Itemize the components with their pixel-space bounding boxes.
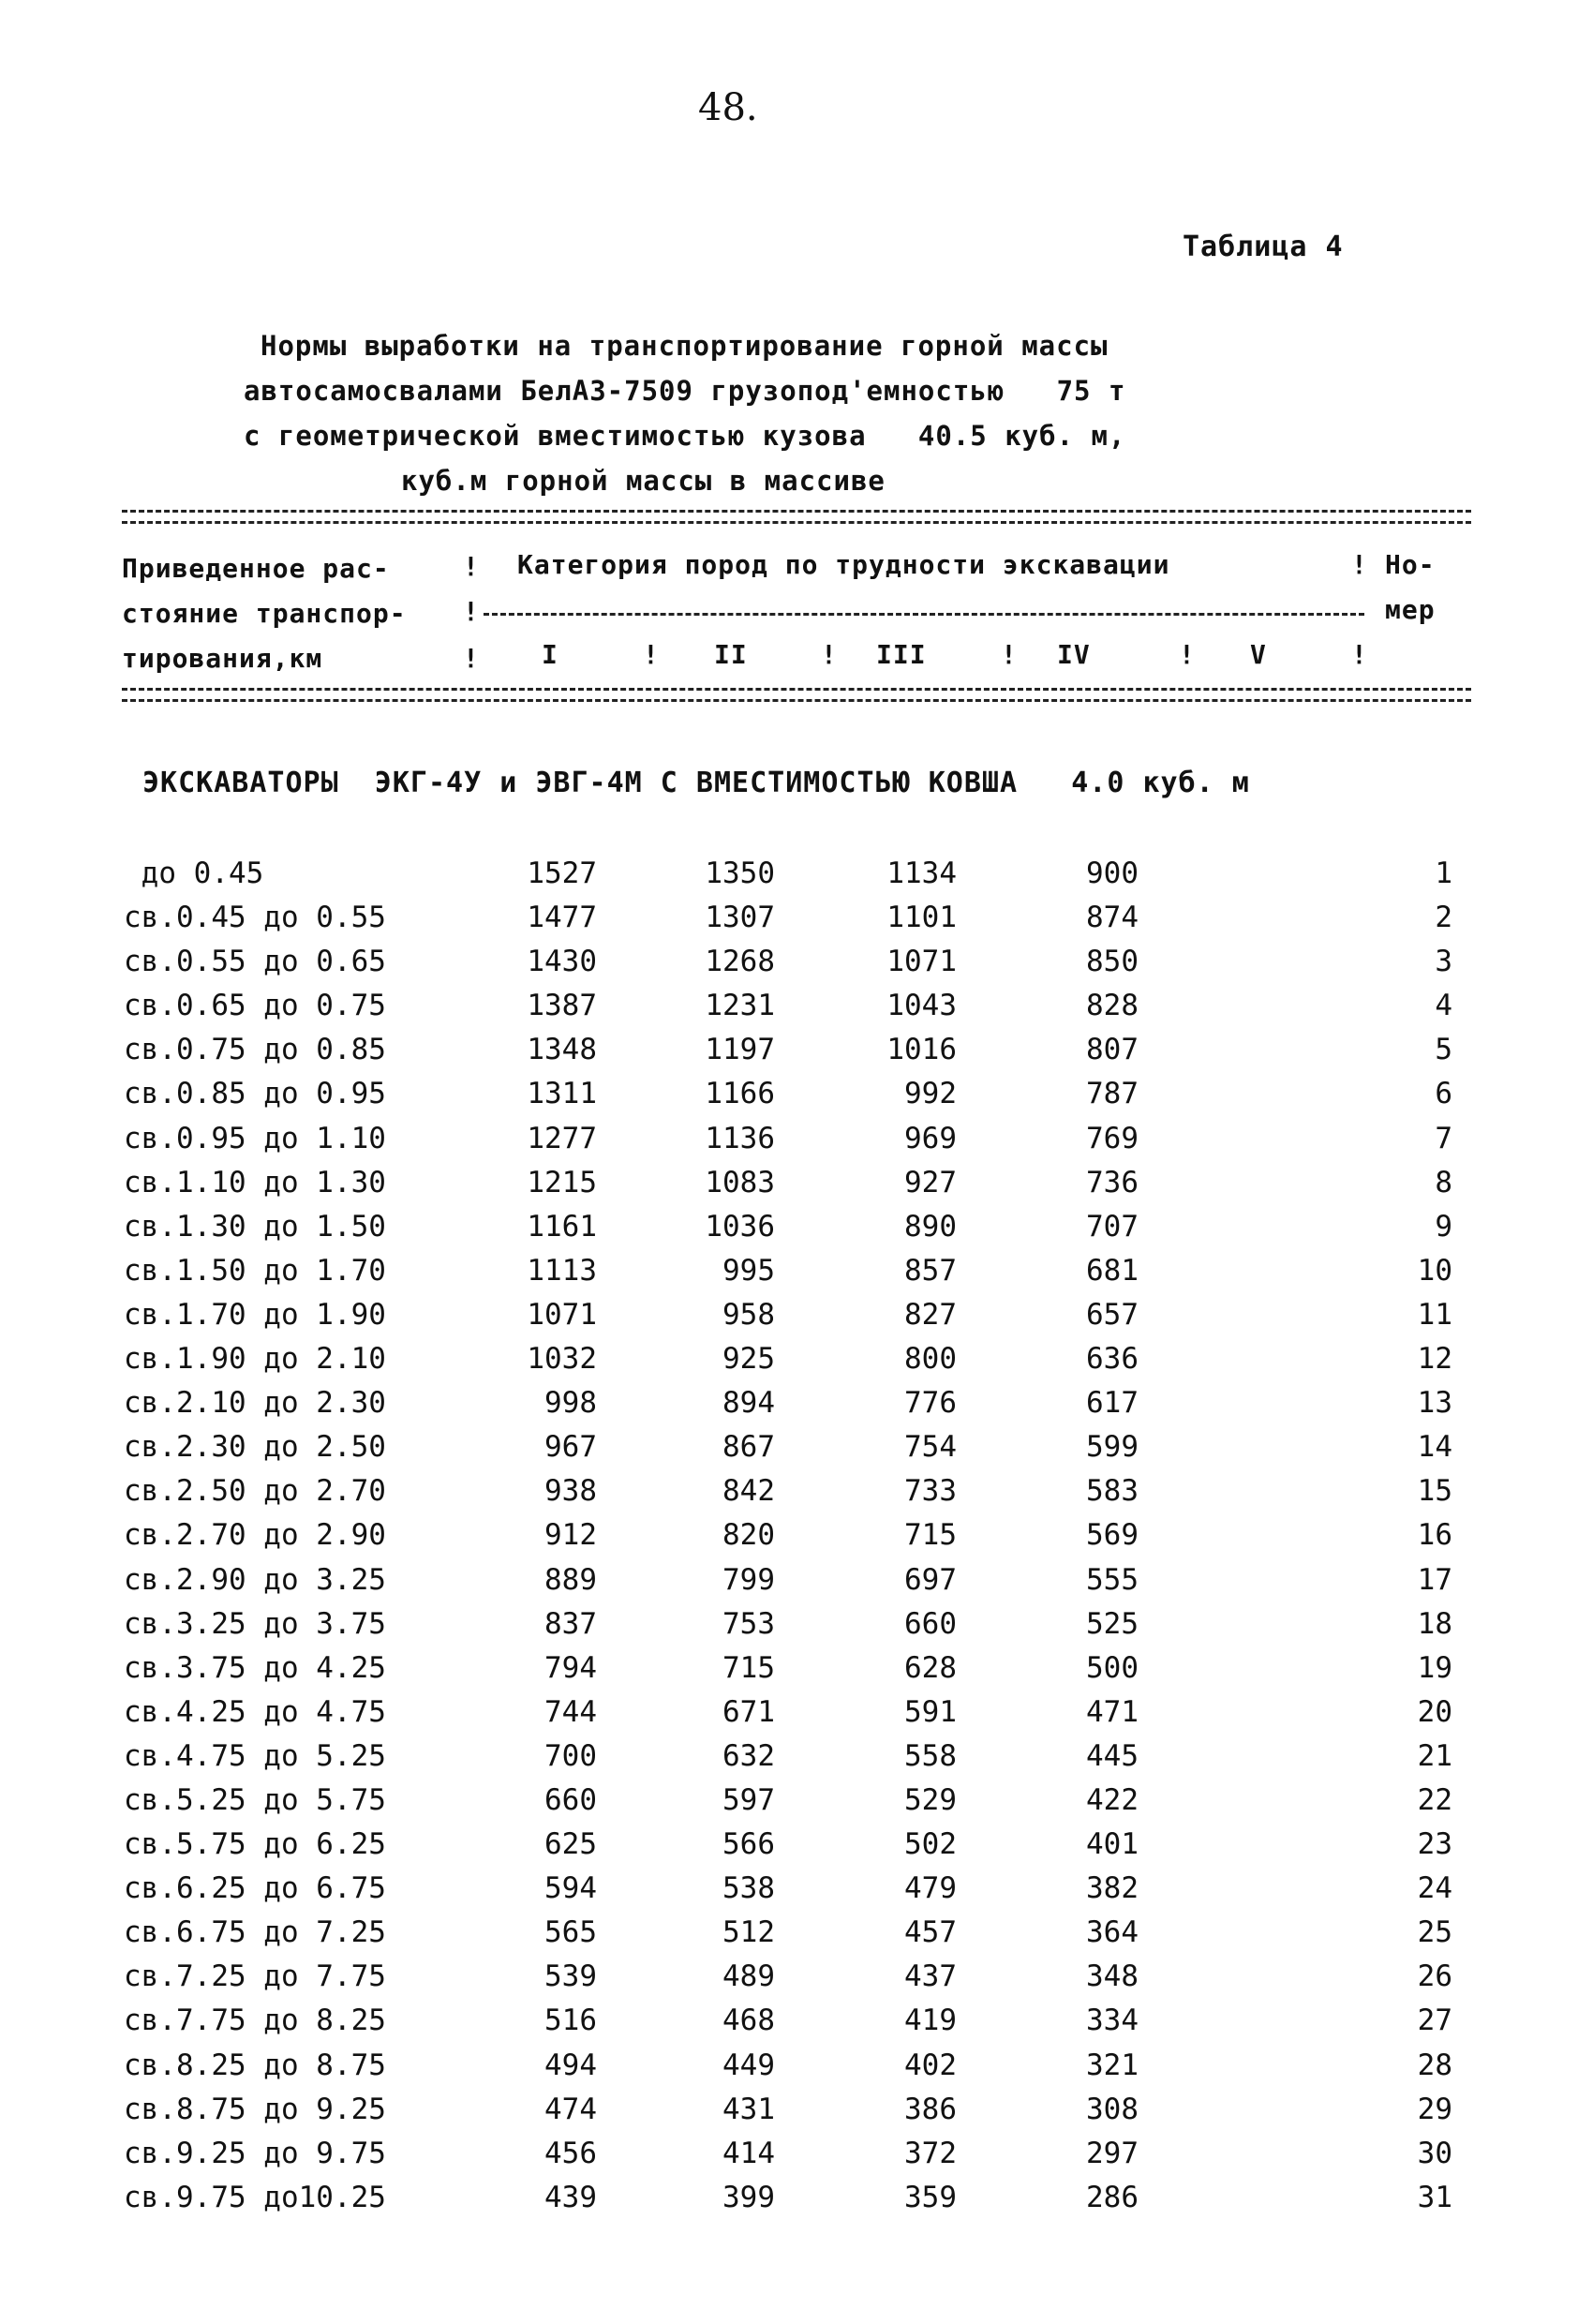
value-cell-IV: 555 (1086, 1562, 1139, 1597)
value-cell-II: 414 (722, 2136, 775, 2170)
value-cell-I: 456 (544, 2136, 597, 2170)
table-title-line-4: куб.м горной массы в массиве (401, 465, 886, 497)
value-cell-II: 715 (722, 1650, 775, 1685)
row-number-cell: 29 (1417, 2092, 1452, 2126)
header-top-rule-2 (122, 521, 1471, 524)
value-cell-II: 468 (722, 2004, 775, 2038)
header-number-line-2: мер (1385, 594, 1436, 625)
value-cell-I: 700 (544, 1738, 597, 1773)
header-separator: ! (1179, 639, 1196, 670)
value-cell-III: 591 (904, 1694, 957, 1729)
header-category-III: III (876, 639, 927, 670)
header-number-line-1: Но- (1385, 549, 1436, 580)
row-number-cell: 13 (1417, 1386, 1452, 1421)
value-cell-I: 1032 (527, 1342, 597, 1377)
row-number-cell: 28 (1417, 2048, 1452, 2082)
distance-cell: св.0.75 до 0.85 (124, 1033, 386, 1067)
value-cell-II: 820 (722, 1518, 775, 1553)
header-distance-line-2: стояние транспор- (122, 598, 407, 629)
header-category-V: V (1250, 639, 1267, 670)
header-category-II: II (714, 639, 748, 670)
value-cell-III: 402 (904, 2048, 957, 2082)
value-cell-III: 800 (904, 1342, 957, 1377)
distance-cell: св.6.75 до 7.25 (124, 1915, 386, 1950)
value-cell-IV: 636 (1086, 1342, 1139, 1377)
distance-cell: св.5.75 до 6.25 (124, 1827, 386, 1862)
value-cell-II: 1350 (705, 857, 775, 890)
distance-cell: до 0.45 (124, 857, 264, 890)
value-cell-III: 697 (904, 1562, 957, 1597)
table-label: Таблица 4 (1183, 231, 1344, 263)
value-cell-I: 794 (544, 1650, 597, 1685)
value-cell-IV: 769 (1086, 1121, 1139, 1155)
table-row (0, 1033, 1593, 1077)
row-number-cell: 17 (1417, 1562, 1452, 1597)
value-cell-II: 799 (722, 1562, 775, 1597)
table-body (0, 857, 1593, 2225)
header-separator: ! (463, 551, 480, 582)
value-cell-I: 494 (544, 2048, 597, 2082)
header-category-IV: IV (1057, 639, 1091, 670)
page-number: 48. (698, 86, 758, 129)
distance-cell: св.9.75 до10.25 (124, 2180, 386, 2214)
value-cell-IV: 681 (1086, 1253, 1139, 1288)
value-cell-III: 969 (904, 1121, 957, 1155)
value-cell-IV: 900 (1086, 857, 1139, 890)
value-cell-II: 632 (722, 1738, 775, 1773)
row-number-cell: 3 (1435, 945, 1452, 979)
value-cell-IV: 321 (1086, 2048, 1139, 2082)
table-row (0, 1386, 1593, 1430)
row-number-cell: 8 (1435, 1165, 1452, 1199)
value-cell-II: 597 (722, 1782, 775, 1817)
value-cell-I: 1477 (527, 901, 597, 935)
table-row (0, 1651, 1593, 1695)
row-number-cell: 2 (1435, 901, 1452, 935)
value-cell-II: 958 (722, 1297, 775, 1332)
table-title-line-3: с геометрической вместимостью кузова 40.5 куб. м, (244, 420, 1126, 452)
value-cell-II: 671 (722, 1694, 775, 1729)
distance-cell: св.5.25 до 5.75 (124, 1782, 386, 1817)
table-row (0, 2048, 1593, 2093)
value-cell-III: 419 (904, 2004, 957, 2038)
header-separator: ! (643, 639, 660, 670)
header-category-title: Категория пород по трудности экскавации (517, 549, 1170, 580)
row-number-cell: 7 (1435, 1121, 1452, 1155)
value-cell-III: 1043 (886, 989, 957, 1023)
value-cell-III: 529 (904, 1782, 957, 1817)
distance-cell: св.2.50 до 2.70 (124, 1474, 386, 1509)
value-cell-I: 889 (544, 1562, 597, 1597)
value-cell-II: 566 (722, 1827, 775, 1862)
distance-cell: св.2.30 до 2.50 (124, 1430, 386, 1465)
value-cell-I: 1113 (527, 1253, 597, 1288)
value-cell-IV: 297 (1086, 2136, 1139, 2170)
table-row (0, 1827, 1593, 1871)
value-cell-III: 1071 (886, 945, 957, 979)
distance-cell: св.1.50 до 1.70 (124, 1253, 386, 1288)
table-row (0, 1871, 1593, 1915)
value-cell-II: 995 (722, 1253, 775, 1288)
value-cell-IV: 707 (1086, 1209, 1139, 1244)
value-cell-I: 938 (544, 1474, 597, 1509)
row-number-cell: 1 (1435, 857, 1452, 890)
value-cell-IV: 807 (1086, 1033, 1139, 1067)
value-cell-III: 890 (904, 1209, 957, 1244)
value-cell-II: 512 (722, 1915, 775, 1950)
row-number-cell: 24 (1417, 1871, 1452, 1906)
value-cell-II: 1197 (705, 1033, 775, 1067)
distance-cell: св.3.75 до 4.25 (124, 1650, 386, 1685)
table-row (0, 1298, 1593, 1342)
table-row (0, 1122, 1593, 1166)
row-number-cell: 16 (1417, 1518, 1452, 1553)
table-row (0, 2093, 1593, 2137)
value-cell-III: 386 (904, 2092, 957, 2126)
header-separator: ! (463, 643, 480, 674)
row-number-cell: 5 (1435, 1033, 1452, 1067)
value-cell-II: 925 (722, 1342, 775, 1377)
value-cell-II: 894 (722, 1386, 775, 1421)
distance-cell: св.1.70 до 1.90 (124, 1297, 386, 1332)
row-number-cell: 25 (1417, 1915, 1452, 1950)
table-row (0, 1915, 1593, 1959)
value-cell-I: 474 (544, 2092, 597, 2126)
row-number-cell: 14 (1417, 1430, 1452, 1465)
value-cell-IV: 308 (1086, 2092, 1139, 2126)
value-cell-I: 1387 (527, 989, 597, 1023)
value-cell-II: 449 (722, 2048, 775, 2082)
value-cell-I: 1161 (527, 1209, 597, 1244)
row-number-cell: 4 (1435, 989, 1452, 1023)
value-cell-III: 359 (904, 2180, 957, 2214)
value-cell-III: 558 (904, 1738, 957, 1773)
row-number-cell: 9 (1435, 1209, 1452, 1244)
table-row (0, 2181, 1593, 2225)
table-row (0, 1342, 1593, 1386)
table-row (0, 1210, 1593, 1254)
distance-cell: св.1.90 до 2.10 (124, 1342, 386, 1377)
value-cell-III: 1016 (886, 1033, 957, 1067)
value-cell-IV: 364 (1086, 1915, 1139, 1950)
value-cell-III: 660 (904, 1606, 957, 1641)
value-cell-III: 502 (904, 1827, 957, 1862)
value-cell-II: 1166 (705, 1077, 775, 1111)
header-top-rule (122, 510, 1471, 513)
value-cell-IV: 736 (1086, 1165, 1139, 1199)
value-cell-III: 372 (904, 2136, 957, 2170)
value-cell-I: 1311 (527, 1077, 597, 1111)
table-row (0, 1518, 1593, 1562)
value-cell-IV: 286 (1086, 2180, 1139, 2214)
header-separator: ! (463, 596, 480, 627)
value-cell-II: 842 (722, 1474, 775, 1509)
distance-cell: св.3.25 до 3.75 (124, 1606, 386, 1641)
table-row (0, 1254, 1593, 1298)
row-number-cell: 20 (1417, 1694, 1452, 1729)
value-cell-II: 1136 (705, 1121, 775, 1155)
distance-cell: св.1.10 до 1.30 (124, 1165, 386, 1199)
value-cell-III: 715 (904, 1518, 957, 1553)
row-number-cell: 15 (1417, 1474, 1452, 1509)
value-cell-I: 967 (544, 1430, 597, 1465)
value-cell-I: 1430 (527, 945, 597, 979)
value-cell-I: 1071 (527, 1297, 597, 1332)
row-number-cell: 18 (1417, 1606, 1452, 1641)
value-cell-III: 457 (904, 1915, 957, 1950)
table-row (0, 1959, 1593, 2004)
table-row (0, 1077, 1593, 1121)
header-distance-line-3: тирования,км (122, 643, 323, 674)
value-cell-I: 1348 (527, 1033, 597, 1067)
table-title-line-1: Нормы выработки на транспортирование горной массы (261, 330, 1109, 362)
value-cell-IV: 787 (1086, 1077, 1139, 1111)
value-cell-II: 431 (722, 2092, 775, 2126)
value-cell-II: 1268 (705, 945, 775, 979)
value-cell-IV: 471 (1086, 1694, 1139, 1729)
value-cell-III: 1101 (886, 901, 957, 935)
header-bottom-rule (122, 688, 1471, 691)
value-cell-II: 1307 (705, 901, 775, 935)
value-cell-I: 837 (544, 1606, 597, 1641)
value-cell-III: 927 (904, 1165, 957, 1199)
value-cell-IV: 525 (1086, 1606, 1139, 1641)
value-cell-IV: 617 (1086, 1386, 1139, 1421)
distance-cell: св.8.25 до 8.75 (124, 2048, 386, 2082)
value-cell-I: 660 (544, 1782, 597, 1817)
value-cell-IV: 348 (1086, 1959, 1139, 1994)
value-cell-III: 479 (904, 1871, 957, 1906)
distance-cell: св.2.70 до 2.90 (124, 1518, 386, 1553)
distance-cell: св.0.55 до 0.65 (124, 945, 386, 979)
value-cell-I: 1215 (527, 1165, 597, 1199)
table-row (0, 2004, 1593, 2048)
value-cell-III: 1134 (886, 857, 957, 890)
distance-cell: св.7.75 до 8.25 (124, 2004, 386, 2038)
distance-cell: св.1.30 до 1.50 (124, 1209, 386, 1244)
value-cell-IV: 500 (1086, 1650, 1139, 1685)
table-row (0, 989, 1593, 1033)
row-number-cell: 22 (1417, 1782, 1452, 1817)
header-bottom-rule-2 (122, 699, 1471, 702)
value-cell-III: 992 (904, 1077, 957, 1111)
table-row (0, 1430, 1593, 1474)
distance-cell: св.0.85 до 0.95 (124, 1077, 386, 1111)
value-cell-I: 565 (544, 1915, 597, 1950)
value-cell-IV: 850 (1086, 945, 1139, 979)
header-distance-line-1: Приведенное рас- (122, 553, 390, 584)
value-cell-I: 744 (544, 1694, 597, 1729)
value-cell-I: 998 (544, 1386, 597, 1421)
value-cell-I: 539 (544, 1959, 597, 1994)
row-number-cell: 21 (1417, 1738, 1452, 1773)
value-cell-III: 857 (904, 1253, 957, 1288)
value-cell-III: 827 (904, 1297, 957, 1332)
header-separator: ! (1001, 639, 1018, 670)
value-cell-II: 399 (722, 2180, 775, 2214)
value-cell-IV: 874 (1086, 901, 1139, 935)
distance-cell: св.9.25 до 9.75 (124, 2136, 386, 2170)
value-cell-IV: 599 (1086, 1430, 1139, 1465)
table-row (0, 1695, 1593, 1739)
table-row (0, 1739, 1593, 1783)
table-title-line-2: автосамосвалами БелАЗ-7509 грузопод'емностью 75 т (244, 375, 1126, 407)
distance-cell: св.4.75 до 5.25 (124, 1738, 386, 1773)
row-number-cell: 23 (1417, 1827, 1452, 1862)
header-separator: ! (1351, 639, 1368, 670)
value-cell-III: 628 (904, 1650, 957, 1685)
value-cell-III: 733 (904, 1474, 957, 1509)
value-cell-III: 754 (904, 1430, 957, 1465)
distance-cell: св.2.90 до 3.25 (124, 1562, 386, 1597)
value-cell-IV: 828 (1086, 989, 1139, 1023)
row-number-cell: 19 (1417, 1650, 1452, 1685)
value-cell-IV: 382 (1086, 1871, 1139, 1906)
distance-cell: св.4.25 до 4.75 (124, 1694, 386, 1729)
value-cell-IV: 401 (1086, 1827, 1139, 1862)
distance-cell: св.2.10 до 2.30 (124, 1386, 386, 1421)
row-number-cell: 11 (1417, 1297, 1452, 1332)
table-row (0, 1474, 1593, 1518)
value-cell-II: 1036 (705, 1209, 775, 1244)
table-row (0, 1166, 1593, 1210)
row-number-cell: 31 (1417, 2180, 1452, 2214)
header-separator: ! (1351, 549, 1368, 580)
distance-cell: св.7.25 до 7.75 (124, 1959, 386, 1994)
header-category-I: I (542, 639, 558, 670)
row-number-cell: 27 (1417, 2004, 1452, 2038)
row-number-cell: 10 (1417, 1253, 1452, 1288)
row-number-cell: 30 (1417, 2136, 1452, 2170)
value-cell-II: 538 (722, 1871, 775, 1906)
value-cell-IV: 422 (1086, 1782, 1139, 1817)
value-cell-I: 439 (544, 2180, 597, 2214)
value-cell-IV: 445 (1086, 1738, 1139, 1773)
table-row (0, 1563, 1593, 1607)
value-cell-IV: 569 (1086, 1518, 1139, 1553)
value-cell-II: 867 (722, 1430, 775, 1465)
table-row (0, 2137, 1593, 2181)
distance-cell: св.6.25 до 6.75 (124, 1871, 386, 1906)
table-row (0, 945, 1593, 989)
value-cell-I: 594 (544, 1871, 597, 1906)
row-number-cell: 6 (1435, 1077, 1452, 1111)
distance-cell: св.0.95 до 1.10 (124, 1121, 386, 1155)
header-separator: ! (821, 639, 838, 670)
table-row (0, 857, 1593, 901)
section-title: ЭКСКАВАТОРЫ ЭКГ-4У и ЭВГ-4М С ВМЕСТИМОСТЬЮ КОВША 4.0 куб. м (142, 767, 1250, 799)
value-cell-I: 1527 (527, 857, 597, 890)
value-cell-I: 1277 (527, 1121, 597, 1155)
value-cell-I: 912 (544, 1518, 597, 1553)
distance-cell: св.0.45 до 0.55 (124, 901, 386, 935)
distance-cell: св.8.75 до 9.25 (124, 2092, 386, 2126)
table-row (0, 1607, 1593, 1651)
value-cell-II: 1231 (705, 989, 775, 1023)
table-row (0, 901, 1593, 945)
value-cell-I: 516 (544, 2004, 597, 2038)
header-category-rule (484, 613, 1364, 616)
value-cell-II: 1083 (705, 1165, 775, 1199)
row-number-cell: 26 (1417, 1959, 1452, 1994)
row-number-cell: 12 (1417, 1342, 1452, 1377)
value-cell-IV: 657 (1086, 1297, 1139, 1332)
value-cell-IV: 583 (1086, 1474, 1139, 1509)
value-cell-III: 776 (904, 1386, 957, 1421)
value-cell-I: 625 (544, 1827, 597, 1862)
value-cell-III: 437 (904, 1959, 957, 1994)
value-cell-II: 753 (722, 1606, 775, 1641)
value-cell-II: 489 (722, 1959, 775, 1994)
value-cell-IV: 334 (1086, 2004, 1139, 2038)
table-row (0, 1783, 1593, 1827)
distance-cell: св.0.65 до 0.75 (124, 989, 386, 1023)
